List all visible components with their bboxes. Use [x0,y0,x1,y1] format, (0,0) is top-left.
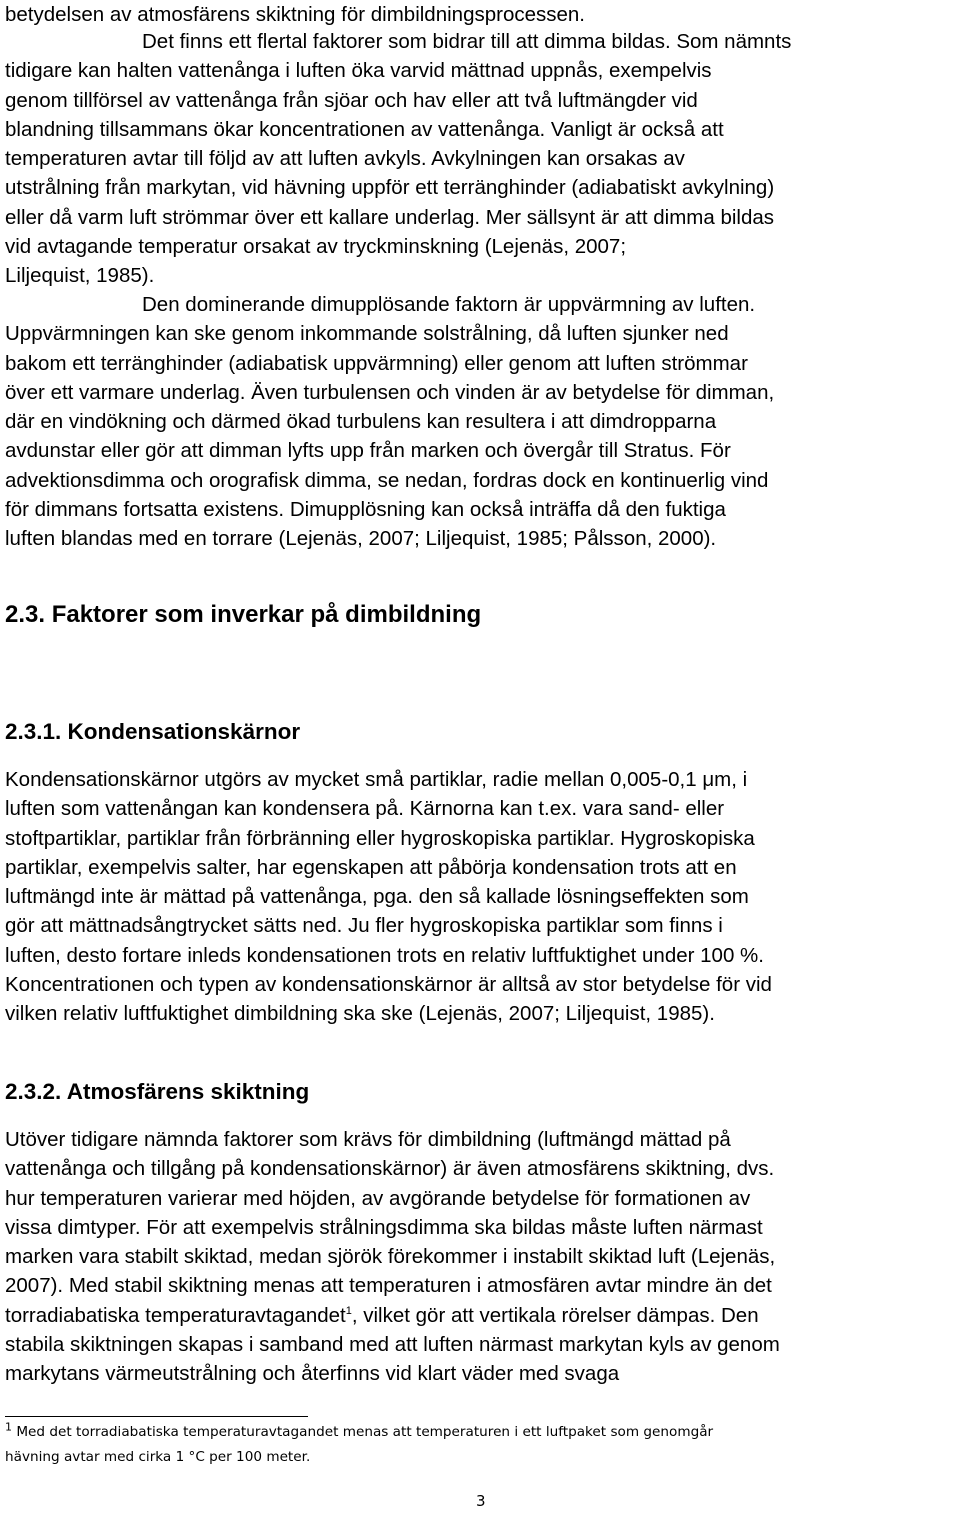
paragraph-kondensationskarnor [5,765,772,1029]
paragraph-skiktning [5,1125,780,1389]
subsection-heading: 2.3.2. Atmosfärens skiktning [5,1079,310,1104]
footnote-reference[interactable]: 1 [345,1304,352,1317]
text-line: blandning tillsammans ökar koncentrationen av vattenånga. Vanligt är också att [5,117,724,141]
footnote-text: Med det torradiabatiska temperaturavtagandet menas att temperaturen i ett luftpaket som genomgår [12,1424,714,1440]
text-line: genom tillförsel av vattenånga från sjöar och hav eller att två luftmängder vid [5,88,698,112]
text-line: vissa dimtyper. För att exempelvis strålningsdimma ska bildas måste luften närmast [5,1215,763,1239]
text-line: luftmängd inte är mättad på vattenånga, pga. den så kallade lösningseffekten som [5,885,749,909]
text-line: Utöver tidigare nämnda faktorer som krävs för dimbildning (luftmängd mättad på [5,1128,731,1151]
paragraph-dimbildning [5,27,791,291]
text-line: 2007). Med stabil skiktning menas att temperaturen i atmosfären avtar mindre än det [5,1274,772,1298]
footnote-line [5,1420,713,1445]
text-line: markytans värmeutstrålning och återfinns vid klart väder med svaga [5,1362,620,1386]
text-line: tidigare kan halten vattenånga i luften öka varvid mättnad uppnås, exempelvis [5,59,712,83]
text-line: vid avtagande temperatur orsakat av tryckminskning (Lejenäs, 2007; [5,235,627,259]
text-line: betydelsen av atmosfärens skiktning för dimbildningsprocessen. [5,3,585,26]
text-line: vilken relativ luftfuktighet dimbildning ska ske (Lejenäs, 2007; Liljequist, 1985). [5,1002,715,1026]
text-line: Koncentrationen och typen av kondensationskärnor är alltså av stor betydelse för vid [5,973,772,997]
text-line: för dimmans fortsatta existens. Dimupplösning kan också inträffa då den fuktiga [5,498,726,522]
page-number: 3 [476,1492,486,1510]
text-line: utstrålning från markytan, vid hävning uppför ett terränghinder (adiabatiskt avkylning) [5,176,775,200]
text-line: Liljequist, 1985). [5,264,155,288]
text-line: över ett varmare underlag. Även turbulensen och vinden är av betydelse för dimman, [5,380,775,404]
text-line: stabila skiktningen skapas i samband med att luften närmast markytan kyls av genom [5,1333,780,1357]
text-line: där en vindökning och därmed ökad turbulens kan resultera i att dimdropparna [5,410,717,434]
text-line: eller då varm luft strömmar över ett kallare underlag. Mer sällsynt är att dimma bildas [5,205,775,229]
text-line: Det finns ett flertal faktorer som bidrar till att dimma bildas. Som nämnts [142,30,792,53]
text-line: luften som vattenångan kan kondensera på. Kärnorna kan t.ex. vara sand- eller [5,797,725,821]
paragraph-dimupplosning [5,290,774,554]
subsection-heading: 2.3.1. Kondensationskärnor [5,719,301,744]
text-line: marken vara stabilt skiktad, medan sjörök förekommer i instabilt skiktad luft (Lejenäs, [5,1245,776,1269]
text-span: torradiabatiska temperaturavtagandet [5,1303,346,1327]
text-line: advektionsdimma och orografisk dimma, se nedan, fordras dock en kontinuerlig vind [5,468,769,492]
text-span: , vilket gör att vertikala rörelser dämpas. Den [351,1303,759,1327]
text-line: avdunstar eller gör att dimman lyfts upp från marken och övergår till Stratus. För [5,439,731,463]
footnote-line: hävning avtar med cirka 1 °C per 100 meter. [5,1449,311,1465]
text-line: Den dominerande dimupplösande faktorn är uppvärmning av luften. [142,293,756,316]
footnote [5,1420,713,1470]
text-line: Uppvärmningen kan ske genom inkommande solstrålning, då luften sjunker ned [5,322,729,346]
text-line: vattenånga och tillgång på kondensationskärnor) är även atmosfärens skiktning, dvs. [5,1157,775,1181]
text-line: bakom ett terränghinder (adiabatisk uppvärmning) eller genom att luften strömmar [5,351,748,375]
text-line-with-footnote-ref [5,1301,780,1330]
text-line: gör att mättnadsångtrycket sätts ned. Ju fler hygroskopiska partiklar som finns i [5,914,723,938]
text-line: stoftpartiklar, partiklar från förbränning eller hygroskopiska partiklar. Hygroskopiska [5,826,755,850]
text-line: hur temperaturen varierar med höjden, av avgörande betydelse för formationen av [5,1186,751,1210]
text-line: Kondensationskärnor utgörs av mycket små partiklar, radie mellan 0,005-0,1 μm, i [5,768,748,791]
text-line: partiklar, exempelvis salter, har egenskapen att påbörja kondensation trots att en [5,855,737,879]
section-heading: 2.3. Faktorer som inverkar på dimbildning [5,601,482,628]
footnote-separator [5,1416,308,1417]
text-line: luften, desto fortare inleds kondensationen trots en relativ luftfuktighet under 100 %. [5,943,764,967]
text-line: temperaturen avtar till följd av att luften avkyls. Avkylningen kan orsakas av [5,147,685,171]
paragraph-fragment [5,0,585,29]
text-line: luften blandas med en torrare (Lejenäs, 2007; Liljequist, 1985; Pålsson, 2000). [5,527,717,551]
footnote-marker: 1 [5,1420,12,1434]
